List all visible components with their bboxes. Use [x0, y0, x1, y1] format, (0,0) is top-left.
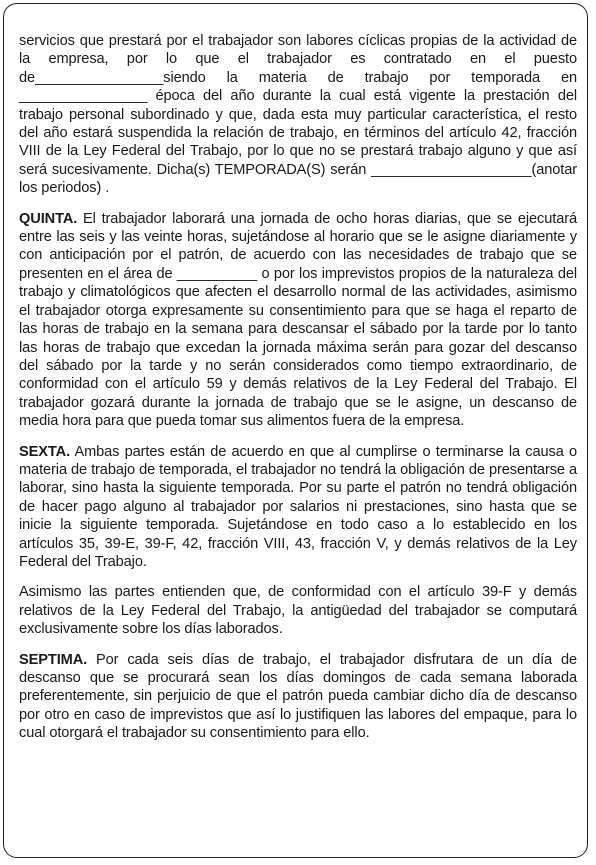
clause-quinta: [19, 210, 577, 431]
clause-septima: [19, 651, 577, 743]
contract-body: [19, 32, 577, 755]
clause-sexta: [19, 443, 577, 572]
clause-heading: SEPTIMA.: [19, 651, 88, 668]
paragraph-continuation: [19, 32, 577, 198]
clause-heading: SEXTA.: [19, 443, 71, 460]
clause-text: Ambas partes están de acuerdo en que al cumplirse o terminarse la causa o materia de trabajo de temporada, el trabajador no tendrá la obligación de presentarse a laborar, sino hasta la siguiente temporada. Por su parte el patrón no tendrá obligación de hacer pago alguno al trabajador por salarios ni prestaciones, sino hasta que se inicie la siguiente temporada. Sujetándose en todo caso a lo establecido en los artículos 35, 39-E, 39-F, 42, fracción VIII, 43, fracción V, y demás relativos de la Ley Federal del Trabajo.: [19, 443, 577, 570]
clause-text: Por cada seis días de trabajo, el trabajador disfrutara de un día de descanso que se procurará sean los días domingos de cada semana laborada preferentemente, sin perjuicio de que el patrón pueda cambiar dicho día de descanso por otro en caso de imprevistos que así lo justifiquen las labores del empaque, para lo cual otorgará el trabajador su consentimiento para ello.: [19, 651, 577, 742]
clause-heading: QUINTA.: [19, 210, 78, 227]
paragraph-text: servicios que prestará por el trabajador son labores cíclicas propias de la actividad de la empresa, por lo que el trabajador es contratado en el puesto de________________siendo la materia de trabajo por temporada en ________________ época del año durante la cual está vigente la prestación del trabajo personal subordinado y que, dada esta muy particular característica, el resto del año estará suspendida la relación de trabajo, en términos del artículo 42, fracción VIII de la Ley Federal del Trabajo, por lo que no se prestará trabajo alguno y que así será sucesivamente. Dicha(s) TEMPORADA(S) serán ____________________(anotar los periodos) .: [19, 33, 577, 197]
paragraph-text: Asimismo las partes entienden que, de conformidad con el artículo 39-F y demás relativos de la Ley Federal del Trabajo, la antigüedad del trabajador se computará exclusivamente sobre los días laborados.: [19, 584, 577, 638]
paragraph-asimismo: [19, 583, 577, 638]
clause-text: El trabajador laborará una jornada de ocho horas diarias, que se ejecutará entre las seis y las veinte horas, sujetándose al horario que se le asigne diariamente y con anticipación por el patrón, de acuerdo con las necesidades de trabajo que se presenten en el área de __________ o por los imprevistos propios de la naturaleza del trabajo y climatológicos que afecten el desarrollo normal de las actividades, asimismo el trabajador otorga expresamente su consentimiento para que se haga el reparto de las horas de trabajo en la semana para descansar el sábado por la tarde por lo tanto las horas de trabajo que excedan la jornada máxima serán para gozar del descanso del sábado por la tarde y no serán considerados como tiempo extraordinario, de conformidad con el artículo 59 y demás relativos de la Ley Federal del Trabajo. El trabajador gozará durante la jornada de trabajo que se le asigne, un descanso de media hora para que pueda tomar sus alimentos fuera de la empresa.: [19, 210, 577, 430]
